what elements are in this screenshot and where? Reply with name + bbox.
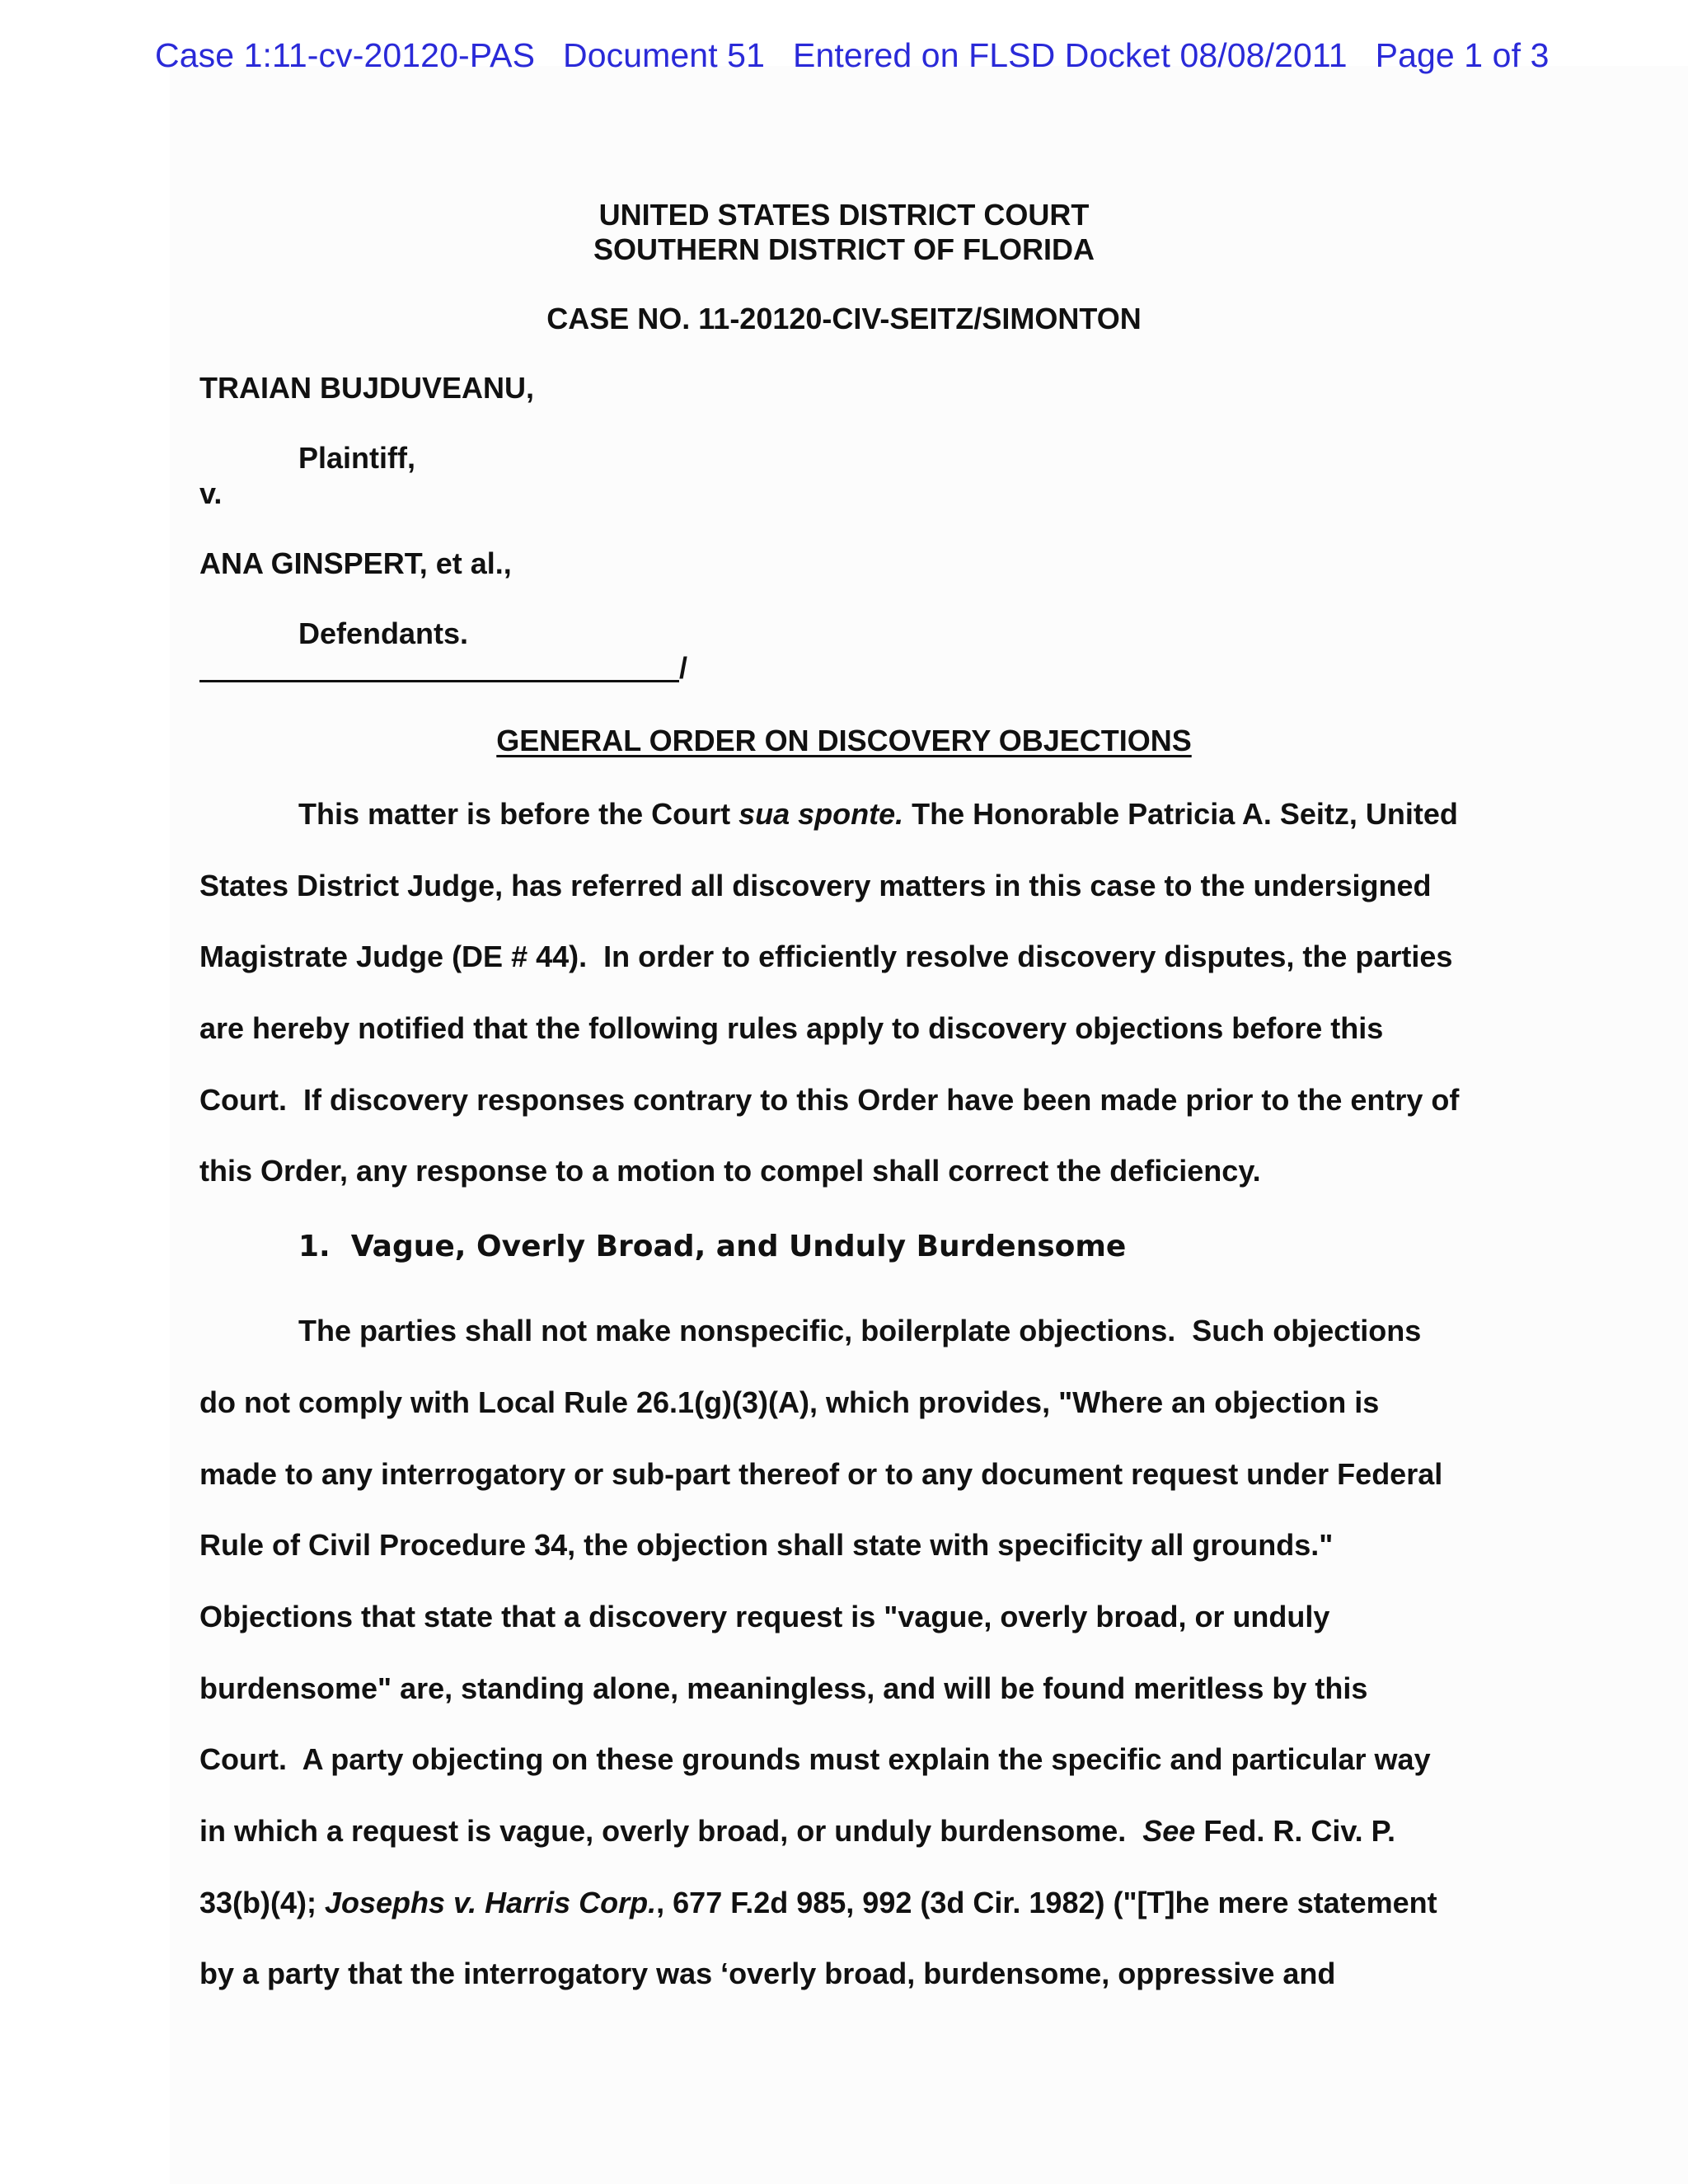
section1-line-8: in which a request is vague, overly broad, or unduly burdensome. See Fed. R. Civ. P. (199, 1814, 1396, 1848)
header-case: Case 1:11-cv-20120-PAS (155, 36, 536, 74)
section1-line-6: burdensome" are, standing alone, meaningless, and will be found meritless by this (199, 1671, 1368, 1705)
versus: v. (199, 476, 223, 510)
intro-line-3: Magistrate Judge (DE # 44). In order to efficiently resolve discovery disputes, the parties (199, 940, 1453, 973)
defendant-label: Defendants. (298, 616, 469, 650)
section1-line-4: Rule of Civil Procedure 34, the objection shall state with specificity all grounds." (199, 1528, 1334, 1562)
section1-line-9: 33(b)(4); Josephs v. Harris Corp., 677 F.2d 985, 992 (3d Cir. 1982) ("[T]he mere statement (199, 1886, 1437, 1919)
header-page: Page 1 of 3 (1375, 36, 1550, 74)
header-entered: Entered on FLSD Docket 08/08/2011 (793, 36, 1348, 74)
section1-line-5: Objections that state that a discovery request is "vague, overly broad, or unduly (199, 1600, 1330, 1633)
section1-line-10: by a party that the interrogatory was ‘overly broad, burdensome, oppressive and (199, 1957, 1336, 1990)
intro-line-4: are hereby notified that the following rules apply to discovery objections before this (199, 1011, 1384, 1045)
caption-slash: / (679, 651, 688, 685)
section1-line-7: Court. A party objecting on these grounds must explain the specific and particular way (199, 1742, 1431, 1776)
order-title: GENERAL ORDER ON DISCOVERY OBJECTIONS (496, 724, 1192, 757)
section1-line-3: made to any interrogatory or sub-part thereof or to any document request under Federal (199, 1457, 1443, 1491)
intro-line-1: This matter is before the Court sua sponte. The Honorable Patricia A. Seitz, United (298, 797, 1458, 831)
caption-divider-line (199, 680, 679, 682)
court-name-line2: SOUTHERN DISTRICT OF FLORIDA (593, 232, 1095, 266)
case-number: CASE NO. 11-20120-CIV-SEITZ/SIMONTON (546, 302, 1142, 335)
intro-line-2: States District Judge, has referred all discovery matters in this case to the undersigned (199, 869, 1432, 902)
section1-line-1: The parties shall not make nonspecific, boilerplate objections. Such objections (298, 1314, 1422, 1347)
plaintiff-name: TRAIAN BUJDUVEANU, (199, 371, 535, 405)
court-name-line1: UNITED STATES DISTRICT COURT (598, 198, 1090, 232)
section-1-heading: 1. Vague, Overly Broad, and Unduly Burdensome (298, 1230, 1127, 1263)
intro-line-6: this Order, any response to a motion to compel shall correct the deficiency. (199, 1154, 1261, 1188)
docket-header (155, 36, 1549, 75)
header-document: Document 51 (563, 36, 765, 74)
intro-line-5: Court. If discovery responses contrary to this Order have been made prior to the entry of (199, 1083, 1460, 1117)
defendant-name: ANA GINSPERT, et al., (199, 546, 512, 580)
plaintiff-label: Plaintiff, (298, 441, 415, 475)
section1-line-2: do not comply with Local Rule 26.1(g)(3)(A), which provides, "Where an objection is (199, 1385, 1380, 1419)
